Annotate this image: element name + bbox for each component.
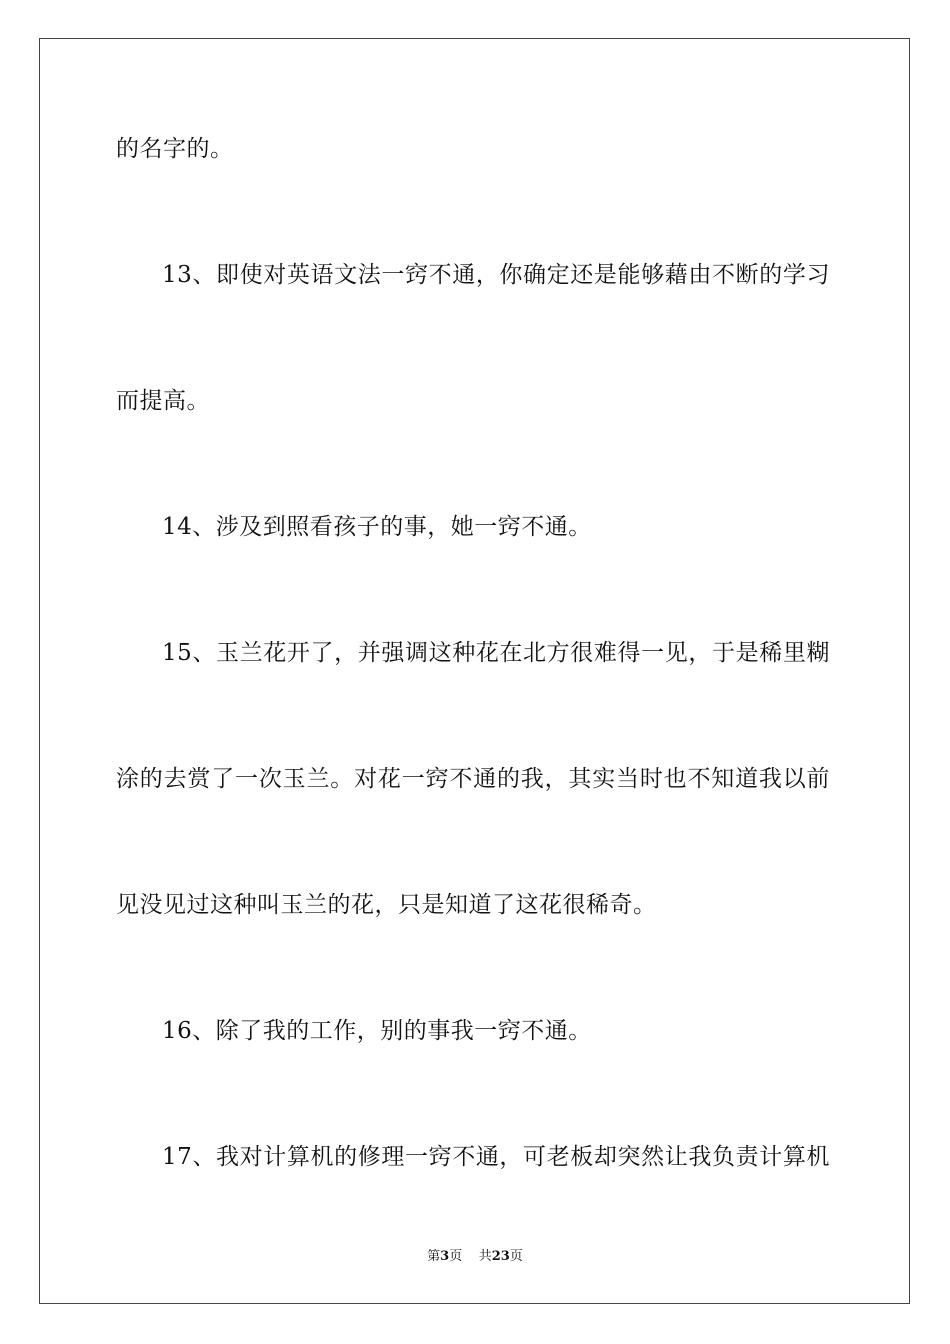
text-line-9: 17、我对计算机的修理一窍不通，可老板却突然让我负责计算机 (162, 1144, 830, 1170)
page-footer (0, 1248, 950, 1266)
text-line-5: 15、玉兰花开了，并强调这种花在北方很难得一见，于是稀里糊 (162, 640, 830, 666)
page-frame (39, 38, 910, 1304)
footer-page-suffix: 页 (449, 1249, 463, 1264)
text-line-1: 的名字的。 (116, 136, 234, 162)
footer-page-prefix: 第 (427, 1249, 441, 1264)
text-line-7: 见没见过这种叫玉兰的花，只是知道了这花很稀奇。 (116, 892, 657, 918)
text-line-4: 14、涉及到照看孩子的事，她一窍不通。 (162, 514, 592, 540)
footer-total-prefix: 共 (478, 1249, 492, 1264)
text-line-6: 涂的去赏了一次玉兰。对花一窍不通的我，其实当时也不知道我以前 (116, 766, 830, 792)
text-line-2: 13、即使对英语文法一窍不通，你确定还是能够藉由不断的学习 (162, 262, 830, 288)
footer-total-number: 23 (491, 1249, 510, 1264)
footer-page-number: 3 (440, 1249, 450, 1264)
text-line-8: 16、除了我的工作，别的事我一窍不通。 (162, 1018, 592, 1044)
footer-total-suffix: 页 (509, 1249, 523, 1264)
text-line-3: 而提高。 (116, 388, 210, 414)
